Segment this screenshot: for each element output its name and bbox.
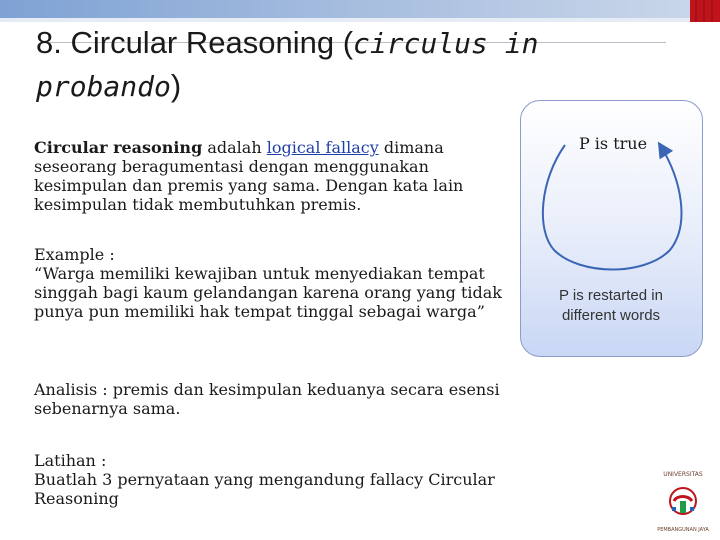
top-decorative-bar [0, 0, 720, 24]
logo-text-bottom: PEMBANGUNAN JAYA [657, 527, 709, 533]
title-latin-phrase: circulus in probando [36, 27, 539, 103]
logical-fallacy-link[interactable]: logical fallacy [266, 138, 379, 157]
example-quote: “Warga memiliki kewajiban untuk menyediakan tempat singgah bagi kaum gelandangan karena orang yang tidak punya pun memiliki hak tempat tinggal sebagai warga” [34, 264, 502, 321]
diagram-top-label: P is true [578, 134, 648, 153]
diagram-bottom-label: P is restarted in different words [559, 287, 663, 324]
example-heading: Example : [34, 245, 115, 264]
exercise-heading: Latihan : [34, 451, 107, 470]
slide-title: 8. Circular Reasoning (circulus in probando) [36, 25, 539, 103]
definition-term: Circular reasoning [34, 138, 203, 157]
exercise-text: Buatlah 3 pernyataan yang mengandung fallacy Circular Reasoning [34, 470, 495, 508]
definition-paragraph: Circular reasoning adalah logical fallacy dimana seseorang beragumentasi dengan menggunakan kesimpulan dan premis yang sama. Dengan kata lain kesimpulan tidak membutuhkan premis. [34, 138, 464, 214]
analysis-paragraph: Analisis : premis dan kesimpulan keduanya secara esensi sebenarnya sama. [34, 380, 500, 418]
logo-text-top: UNIVERSITAS [663, 471, 703, 478]
university-logo [650, 465, 716, 535]
